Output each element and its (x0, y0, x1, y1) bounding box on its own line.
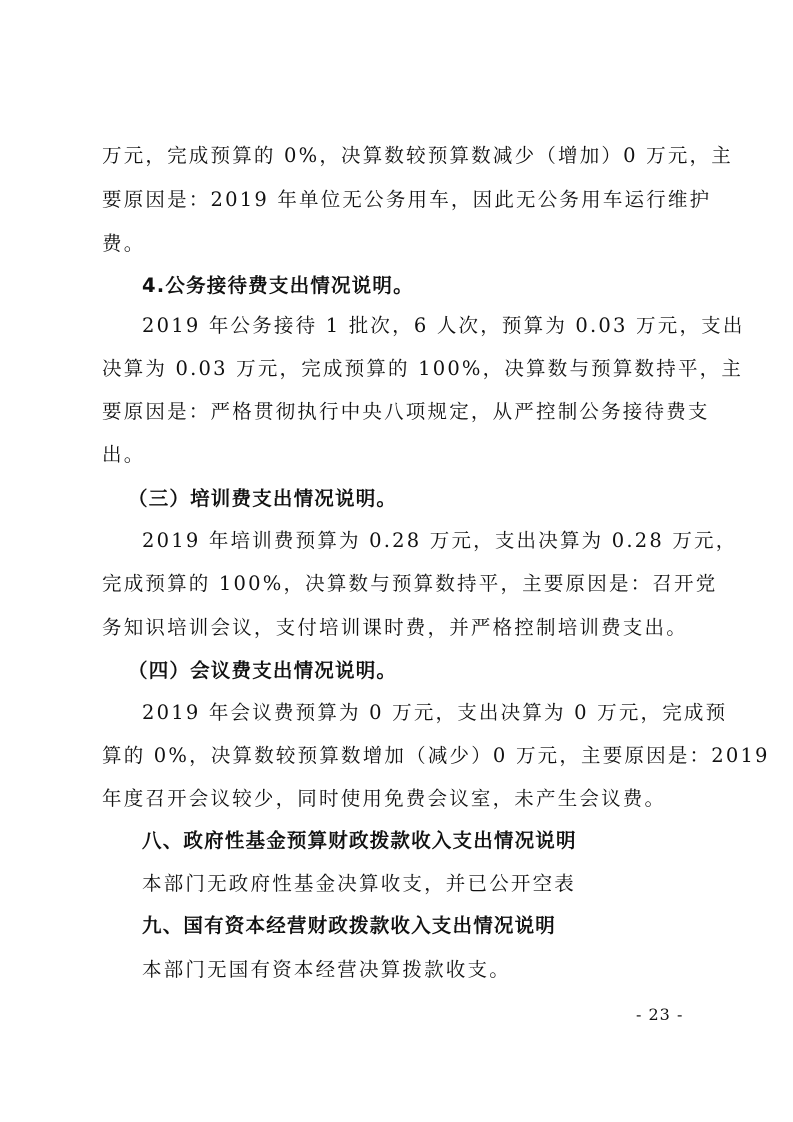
page-number: - 23 - (636, 1005, 684, 1024)
paragraph-line: 本部门无政府性基金决算收支，并已公开空表 (142, 872, 577, 895)
paragraph-line: 要原因是：严格贯彻执行中央八项规定，从严控制公务接待费支 (102, 400, 710, 423)
paragraph-line: 务知识培训会议，支付培训课时费，并严格控制培训费支出。 (102, 616, 688, 639)
section-heading: 4.公务接待费支出情况说明。 (142, 274, 414, 297)
body-line: 万元，完成预算的 0%，决算数较预算数减少（增加）0 万元，主 (102, 144, 733, 167)
paragraph-line: 算的 0%，决算数较预算数增加（减少）0 万元，主要原因是：2019 (102, 744, 770, 767)
section-heading: （四）会议费支出情况说明。 (128, 659, 398, 682)
paragraph-line: 完成预算的 100%，决算数与预算数持平，主要原因是：召开党 (102, 572, 718, 595)
body-line: 要原因是：2019 年单位无公务用车，因此无公务用车运行维护 (102, 188, 712, 211)
section-heading: 八、政府性基金预算财政拨款收入支出情况说明 (142, 829, 577, 852)
paragraph-line: 2019 年培训费预算为 0.28 万元，支出决算为 0.28 万元， (142, 529, 738, 552)
section-heading: （三）培训费支出情况说明。 (128, 487, 398, 510)
paragraph-line: 2019 年会议费预算为 0 万元，支出决算为 0 万元，完成预 (142, 701, 728, 724)
paragraph-line: 2019 年公务接待 1 批次，6 人次，预算为 0.03 万元，支出 (142, 314, 745, 337)
paragraph-line: 决算为 0.03 万元，完成预算的 100%，决算数与预算数持平，主 (102, 357, 744, 380)
body-line: 费。 (102, 232, 146, 255)
paragraph-line: 出。 (102, 443, 146, 466)
paragraph-line: 年度召开会议较少，同时使用免费会议室，未产生会议费。 (102, 787, 667, 810)
paragraph-line: 本部门无国有资本经营决算拨款收支。 (142, 958, 511, 981)
section-heading: 九、国有资本经营财政拨款收入支出情况说明 (142, 914, 557, 937)
